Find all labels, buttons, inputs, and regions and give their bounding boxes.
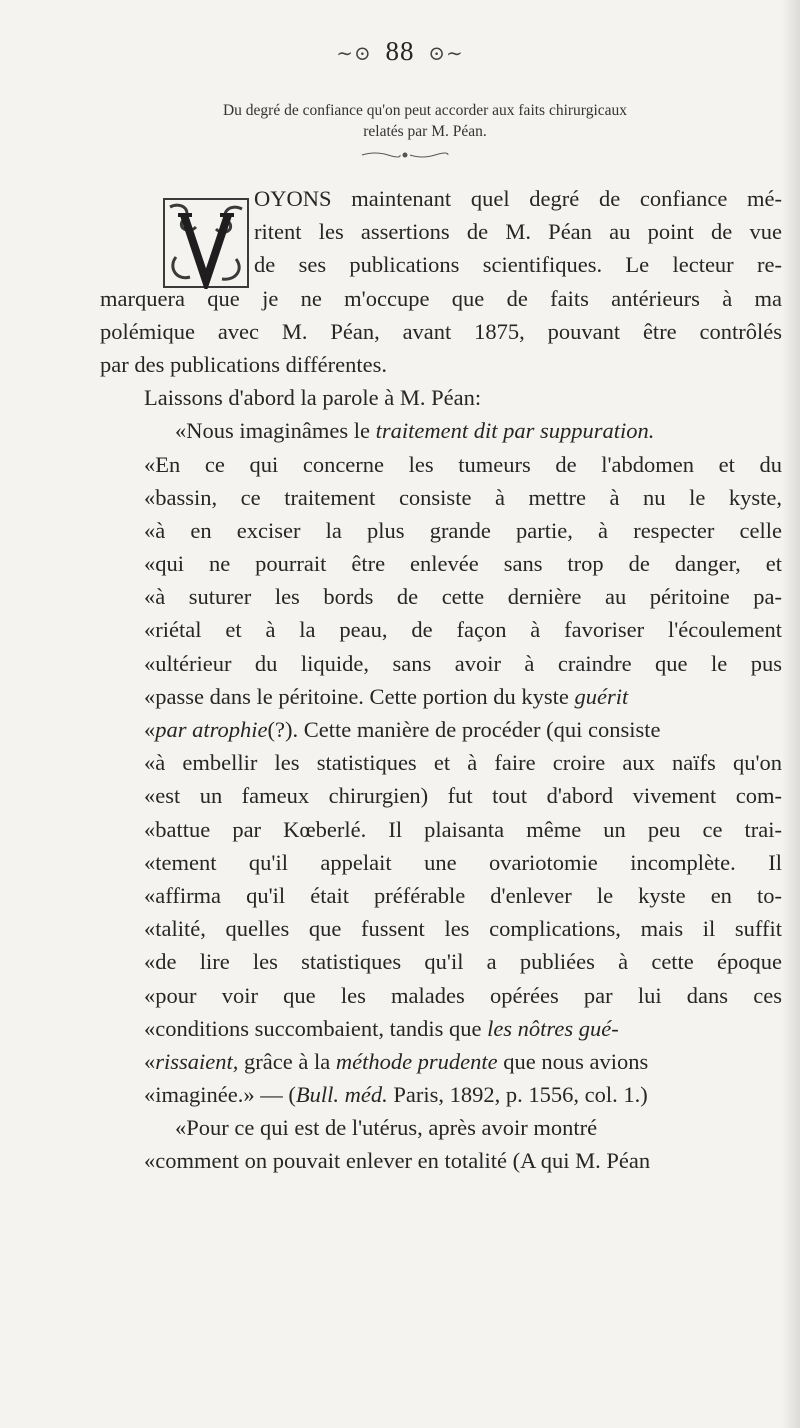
quote-line: [100, 1045, 782, 1078]
quote-line: «de lire les statistiques qu'il a publiées à cette époque: [144, 949, 782, 975]
text-line: ritent les assertions de M. Péan au point de vue: [254, 219, 782, 245]
text-line: polémique avec M. Péan, avant 1875, pouvant être contrôlés: [100, 318, 782, 344]
quote-emphasis: méthode prudente: [335, 1048, 498, 1074]
quote-text: que nous avions: [497, 1048, 649, 1074]
quote-line: «tement qu'il appelait une ovariotomie incomplète. Il: [144, 849, 782, 875]
quote-text: «Nous imaginâmes le: [175, 418, 376, 444]
quote-line: [100, 414, 782, 447]
quote-line: «talité, quelles que fussent les complications, mais il suffit: [144, 916, 782, 942]
quote-line: «affirma qu'il était préférable d'enlever le kyste en to-: [144, 882, 782, 908]
text-line: de ses publications scientifiques. Le lecteur re-: [254, 252, 782, 278]
quote-text: (?). Cette manière de procéder (qui consiste: [267, 717, 661, 742]
quote-emphasis: guérit: [574, 683, 629, 709]
ornament-left: ∼⊙: [336, 43, 372, 65]
quote-line: «à en exciser la plus grande partie, à respecter celle: [144, 517, 782, 543]
quote-text: «conditions succombaient, tandis que: [144, 1015, 488, 1041]
text-line: OYONS maintenant quel degré de confiance mé-: [254, 186, 782, 211]
quote-line: «En ce qui concerne les tumeurs de l'abdomen et du: [144, 451, 782, 477]
quote-text: «: [144, 1048, 156, 1074]
quote-line: «est un fameux chirurgien) fut tout d'abord vivement com-: [144, 783, 782, 809]
body-text: [100, 182, 782, 1178]
quote-emphasis: rissaient,: [155, 1048, 239, 1074]
page-number: 88: [385, 36, 415, 66]
quote-text: «imaginée.» — (: [144, 1082, 296, 1108]
page-edge-shadow: [782, 0, 800, 1428]
quote-text: grâce à la: [238, 1048, 336, 1074]
quote-line: «qui ne pourrait être enlevée sans trop de danger, et: [144, 551, 782, 577]
text-line: «comment on pouvait enlever en totalité (A qui M. Péan: [144, 1148, 651, 1174]
quote-line: «à embellir les statistiques et à faire croire aux naïfs qu'on: [144, 750, 782, 776]
quote-text: «: [144, 717, 156, 742]
quote-line: «à suturer les bords de cette dernière au péritoine pa-: [144, 584, 782, 610]
quote-emphasis: par atrophie: [155, 717, 268, 742]
quote-emphasis: les nôtres gué-: [487, 1015, 619, 1041]
quote-line: «battue par Kœberlé. Il plaisanta même un peu ce trai-: [144, 816, 782, 842]
subtitle-line-1: Du degré de confiance qu'on peut accorder aux faits chirurgicaux: [222, 102, 628, 119]
text-line: «Pour ce qui est de l'utérus, après avoir montré: [175, 1115, 598, 1141]
quote-line: «riétal et à la peau, de façon à favoriser l'écoulement: [144, 617, 782, 643]
quote-line: «bassin, ce traitement consiste à mettre à nu le kyste,: [144, 484, 782, 510]
quote-emphasis: traitement dit par suppuration.: [375, 418, 655, 444]
quote-line: [100, 713, 782, 746]
page-header: [0, 36, 800, 67]
citation-text: Paris, 1892, p. 1556, col. 1.): [387, 1082, 648, 1108]
ornament-right: ⊙∼: [428, 43, 464, 65]
quote-line: «pour voir que les malades opérées par lui dans ces: [144, 982, 782, 1008]
quote-text: «passe dans le péritoine. Cette portion du kyste: [144, 683, 575, 709]
quote-line: [100, 680, 782, 713]
text-line: Laissons d'abord la parole à M. Péan:: [144, 385, 482, 411]
text-line: par des publications différentes.: [100, 351, 387, 377]
text-line: marquera que je ne m'occupe que de faits antérieurs à ma: [100, 285, 782, 311]
quote-line: [100, 1012, 782, 1045]
quote-line: «ultérieur du liquide, sans avoir à craindre que le pus: [144, 650, 782, 676]
citation-emphasis: Bull. méd.: [295, 1082, 388, 1108]
divider-ornament: [360, 149, 450, 161]
subtitle-line-2: relatés par M. Péan.: [363, 123, 487, 140]
quote-line: [100, 1078, 782, 1111]
chapter-subtitle: [120, 100, 730, 142]
